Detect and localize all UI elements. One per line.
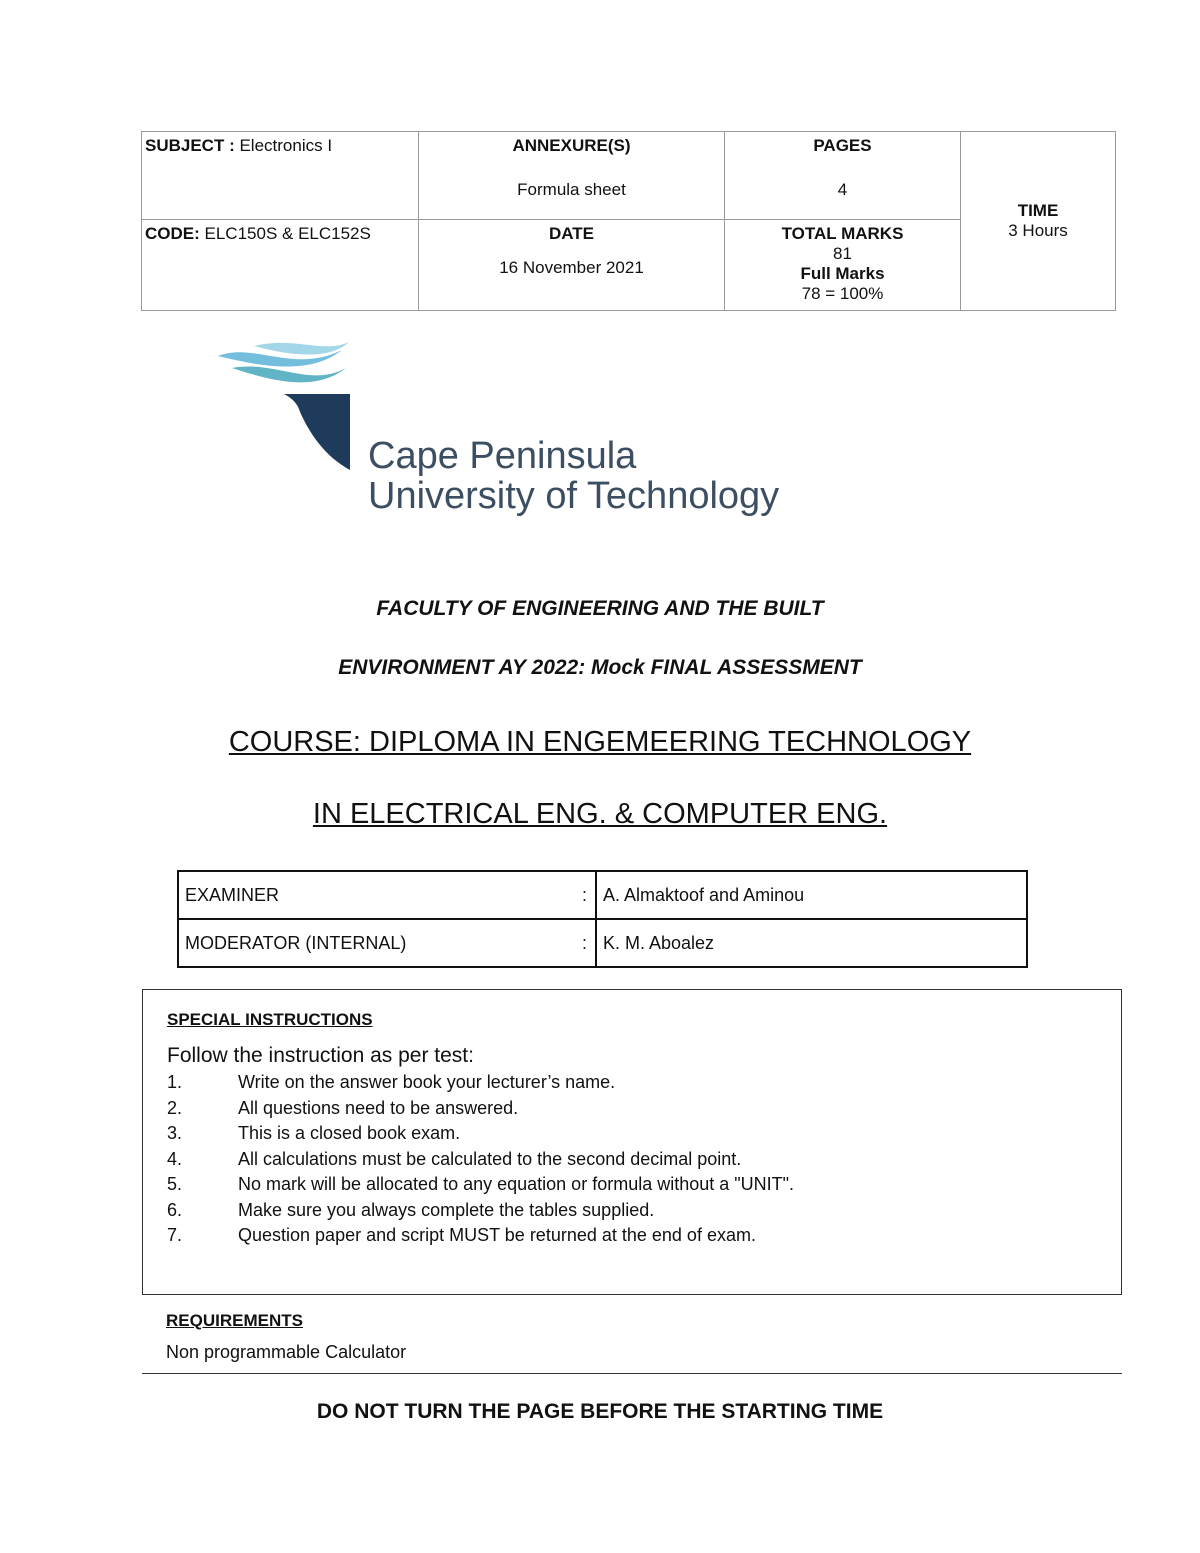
examiner-colon: : [558, 871, 596, 919]
faculty-line-1: FACULTY OF ENGINEERING AND THE BUILT [376, 597, 824, 620]
date-label: DATE [548, 224, 594, 243]
full-marks-label: Full Marks [800, 264, 885, 283]
logo-text-line1: Cape Peninsula [368, 435, 637, 477]
date-value: 16 November 2021 [499, 258, 644, 277]
pages-label: PAGES [813, 136, 872, 155]
faculty-line-2: ENVIRONMENT AY 2022: Mock FINAL ASSESSMENT [338, 656, 862, 679]
instructions-intro: Follow the instruction as per test: [167, 1044, 474, 1067]
examiner-label: EXAMINER [178, 871, 558, 919]
annexure-cell [419, 132, 725, 220]
moderator-colon: : [558, 919, 596, 967]
logo-wave-mid [232, 367, 346, 383]
annexure-label: ANNEXURE(S) [512, 136, 631, 155]
exam-info-table [141, 131, 1116, 311]
list-item: 7. Question paper and script MUST be returned at the end of exam. [167, 1225, 756, 1245]
logo-wave-teal [254, 342, 349, 355]
subject-cell [142, 132, 419, 220]
requirements-title: REQUIREMENTS [166, 1311, 303, 1330]
list-item: 5. No mark will be allocated to any equation or formula without a "UNIT". [167, 1174, 795, 1194]
list-item: 2. All questions need to be answered. [167, 1097, 519, 1118]
list-item: 1. Write on the answer book your lecturer’s name. [167, 1072, 616, 1092]
list-item: 6. Make sure you always complete the tables supplied. [167, 1199, 655, 1220]
requirements-section [166, 1311, 406, 1363]
list-item: 4. All calculations must be calculated to the second decimal point. [167, 1148, 742, 1169]
examiner-table [177, 870, 1028, 968]
annexure-value: Formula sheet [517, 180, 626, 199]
course-line-2: IN ELECTRICAL ENG. & COMPUTER ENG. [312, 798, 888, 830]
start-time-notice: DO NOT TURN THE PAGE BEFORE THE STARTING TIME [316, 1400, 884, 1423]
pages-cell [725, 132, 961, 220]
moderator-value: K. M. Aboalez [596, 919, 1027, 967]
code-label: CODE: [145, 224, 200, 243]
examiner-value: A. Almaktoof and Aminou [596, 871, 1027, 919]
special-instructions-title: SPECIAL INSTRUCTIONS [167, 1010, 373, 1029]
full-marks-value: 78 = 100% [801, 284, 884, 303]
total-marks-value: 81 [833, 244, 852, 263]
requirements-divider [142, 1373, 1122, 1374]
cput-logo [214, 336, 814, 526]
moderator-row [178, 919, 1027, 967]
code-cell [142, 220, 419, 311]
time-cell [961, 132, 1116, 311]
requirements-text: Non programmable Calculator [166, 1342, 407, 1362]
subject-label: SUBJECT : [145, 136, 235, 155]
marks-cell [725, 220, 961, 311]
code-value: ELC150S & ELC152S [204, 224, 371, 243]
course-line-1: COURSE: DIPLOMA IN ENGEMEERING TECHNOLOGY [228, 726, 972, 758]
time-value: 3 Hours [1008, 221, 1068, 240]
special-instructions-box [142, 989, 1122, 1295]
moderator-label: MODERATOR (INTERNAL) [178, 919, 558, 967]
pages-value: 4 [837, 180, 848, 199]
subject-value: Electronics I [239, 136, 333, 155]
total-marks-label: TOTAL MARKS [781, 224, 904, 243]
time-label: TIME [1017, 201, 1059, 220]
examiner-row [178, 871, 1027, 919]
logo-text-line2: University of Technology [368, 475, 780, 517]
date-cell [419, 220, 725, 311]
list-item: 3. This is a closed book exam. [167, 1123, 461, 1143]
instructions-list [167, 1070, 1097, 1249]
